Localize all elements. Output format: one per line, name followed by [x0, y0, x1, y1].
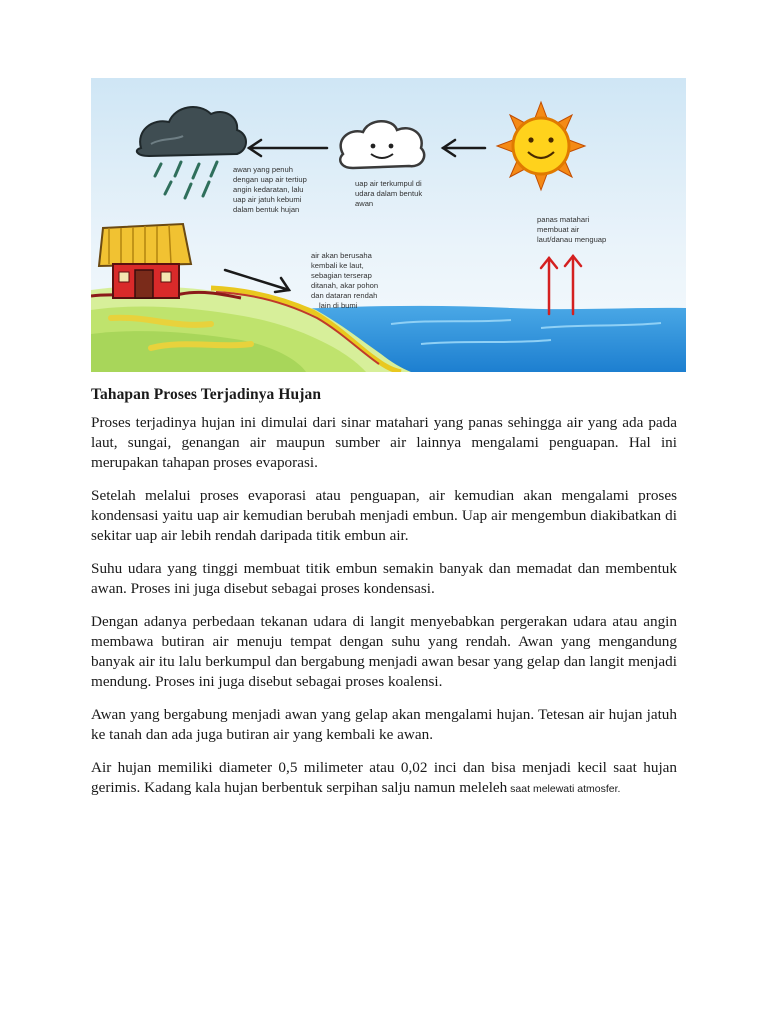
paragraph-condensation: Setelah melalui proses evaporasi atau penguapan, air kemudian akan mengalami proses kondensasi yaitu uap air kemudian berubah menjadi embun. Uap air mengembun diakibatkan di sekitar uap air lebih rendah daripada titik embun air.	[91, 487, 677, 544]
rain-cloud-label: awan yang penuh dengan uap air tertiup angin kedaratan, lalu uap air jatuh kebumi dalam bentuk hujan	[233, 165, 307, 214]
paragraph-precipitation: Awan yang bergabung menjadi awan yang gelap akan mengalami hujan. Tetesan air hujan jatuh ke tanah dan ada juga butiran air yang kembali ke awan.	[91, 706, 677, 743]
paragraph-evaporation: Proses terjadinya hujan ini dimulai dari sinar matahari yang panas sehingga air yang ada pada laut, sungai, genangan air maupun sumber air lainnya mengalami penguapan. Hal ini merupakan tahapan proses evaporasi.	[91, 414, 677, 471]
article-title: Tahapan Proses Terjadinya Hujan	[91, 386, 322, 403]
paragraph-coalescence: Dengan adanya perbedaan tekanan udara di langit menyebabkan pergerakan udara atau angin membawa butiran air menuju tempat dengan suhu yang rendah. Awan yang mengandung banyak air itu lalu berkumpul dan bergabung menjadi awan besar yang gelap dan langit menjadi mendung. Proses ini juga disebut sebagai proses koalensi.	[91, 613, 677, 690]
paragraph-raindrop-size-tail: saat melewati atmosfer.	[507, 783, 621, 795]
paragraph-cloud-formation: Suhu udara yang tinggi membuat titik embun semakin banyak dan memadat dan membentuk awan. Proses ini juga disebut sebagai proses kondensasi.	[91, 560, 677, 597]
paragraph-raindrop-size	[91, 758, 677, 799]
article	[91, 386, 677, 812]
sun-label: panas matahari membuat air laut/danau menguap	[537, 215, 607, 244]
house	[99, 224, 191, 298]
land-label: air akan berusaha kembali ke laut, sebagian terserap ditanah, akar pohon dan dataran rendah lain di bumi	[311, 251, 379, 310]
paragraph-raindrop-size-main: Air hujan memiliki diameter 0,5 milimeter atau 0,02 inci dan bisa menjadi kecil saat hujan gerimis. Kadang kala hujan berbentuk serpihan salju namun meleleh	[91, 759, 677, 796]
cloud-label: uap air terkumpul di udara dalam bentuk awan	[355, 179, 423, 208]
sun-icon	[497, 102, 585, 190]
water-cycle-illustration	[91, 78, 686, 372]
